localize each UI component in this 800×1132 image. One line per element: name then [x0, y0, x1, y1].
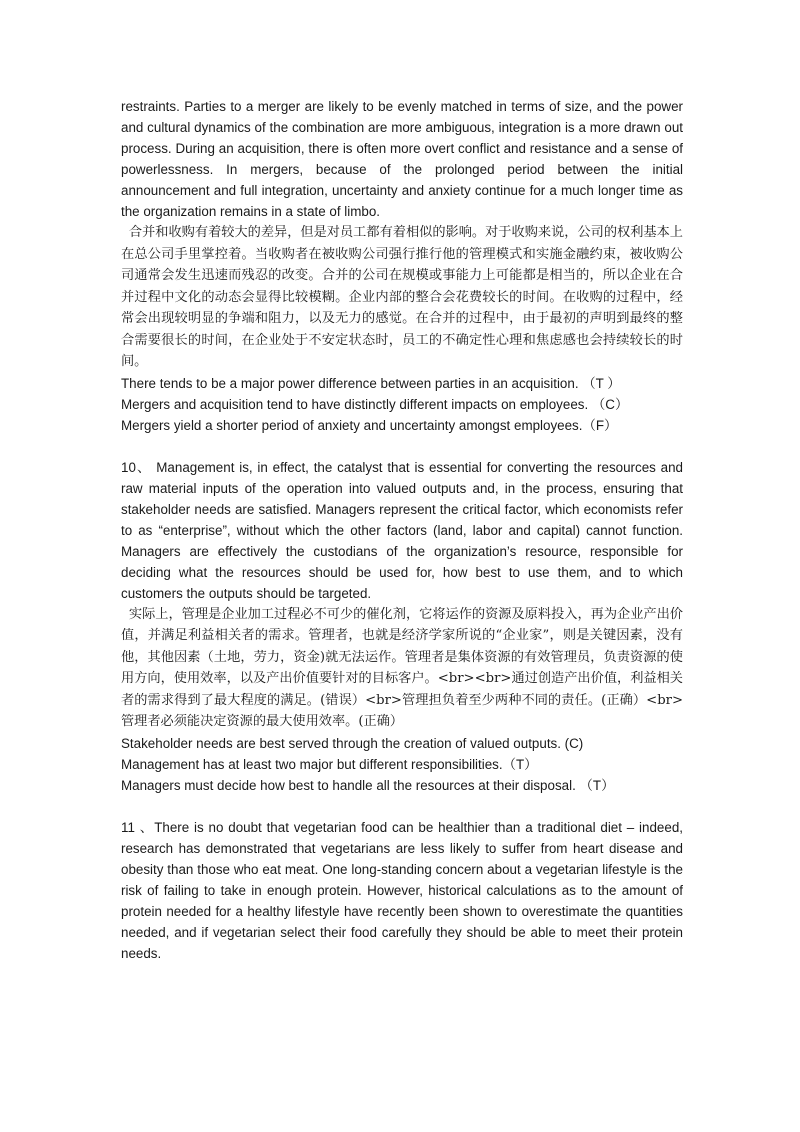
question-statement: Mergers yield a shorter period of anxiety and uncertainty amongst employees.（F）	[121, 417, 618, 433]
document-content	[121, 96, 683, 964]
passage-9-chinese: 合并和收购有着较大的差异，但是对员工都有着相似的影响。对于收购来说，公司的权利基本上在总公司手里掌控着。当收购者在被收购公司强行推行他的管理模式和实施金融约束，被收购公司通常会发生迅速而残忍的改变。合并的公司在规模或事能力上可能都是相当的，所以企业在合并过程中文化的动态会显得比较模糊。企业内部的整合会花费较长的时间。在收购的过程中，经常会出现较明显的争端和阻力，以及无力的感觉。在合并的过程中，由于最初的声明到最终的整合需要很长的时间，在企业处于不安定状态时，员工的不确定性心理和焦虑感也会持续较长的时间。	[121, 225, 683, 369]
paragraph-gap	[121, 436, 683, 457]
question-statement: Mergers and acquisition tend to have distinctly different impacts on employees. （C）	[121, 396, 629, 412]
question-statement: There tends to be a major power difference between parties in an acquisition. （T ）	[121, 375, 621, 391]
passage-10-english: 10、 Management is, in effect, the catalyst that is essential for converting the resources and raw material inputs of the operation into valued outputs and, in the process, ensuring that stakeholder needs are satisfied. Managers represent the critical factor, which economists refer to as “enterprise”, without which the other factors (land, labor and capital) cannot function. Managers are effectively the custodians of the organization’s resource, responsible for deciding what the resources should be used for, how best to use them, and to which customers the outputs should be targeted.	[121, 459, 683, 601]
question-statement: Management has at least two major but different responsibilities.（T）	[121, 756, 538, 772]
question-statement: Stakeholder needs are best served through the creation of valued outputs. (C)	[121, 735, 584, 751]
paragraph-gap	[121, 796, 683, 817]
passage-10-chinese: 实际上，管理是企业加工过程必不可少的催化剂，它将运作的资源及原料投入，再为企业产出价值，并满足利益相关者的需求。管理者，也就是经济学家所说的“企业家”，则是关键因素，没有他，其他因素（土地，劳力，资金)就无法运作。管理者是集体资源的有效管理员，负责资源的使用方向，使用效率，以及产出价值要针对的目标客户。<br><br>通过创造产出价值，利益相关者的需求得到了最大程度的满足。(错误）<br>管理担负着至少两种不同的责任。(正确）<br>管理者必须能决定资源的最大使用效率。(正确）	[121, 606, 683, 729]
question-statement: Managers must decide how best to handle all the resources at their disposal. （T）	[121, 777, 615, 793]
passage-9-english: restraints. Parties to a merger are likely to be evenly matched in terms of size, and the power and cultural dynamics of the combination are more ambiguous, integration is a more drawn out process. During an acquisition, there is often more overt conflict and resistance and a sense of powerlessness. In mergers, because of the prolonged period between the initial announcement and full integration, uncertainty and anxiety continue for a much longer time as the organization remains in a state of limbo.	[121, 99, 683, 219]
passage-11-english: 11 、There is no doubt that vegetarian food can be healthier than a traditional diet – indeed, research has demonstrated that vegetarians are less likely to suffer from heart disease and obesity than those who eat meat. One long-standing concern about a vegetarian lifestyle is the risk of failing to take in enough protein. However, historical calculations as to the amount of protein needed for a healthy lifestyle have recently been shown to overestimate the quantities needed, and if vegetarian select their food carefully they should be able to meet their protein needs.	[121, 819, 683, 961]
